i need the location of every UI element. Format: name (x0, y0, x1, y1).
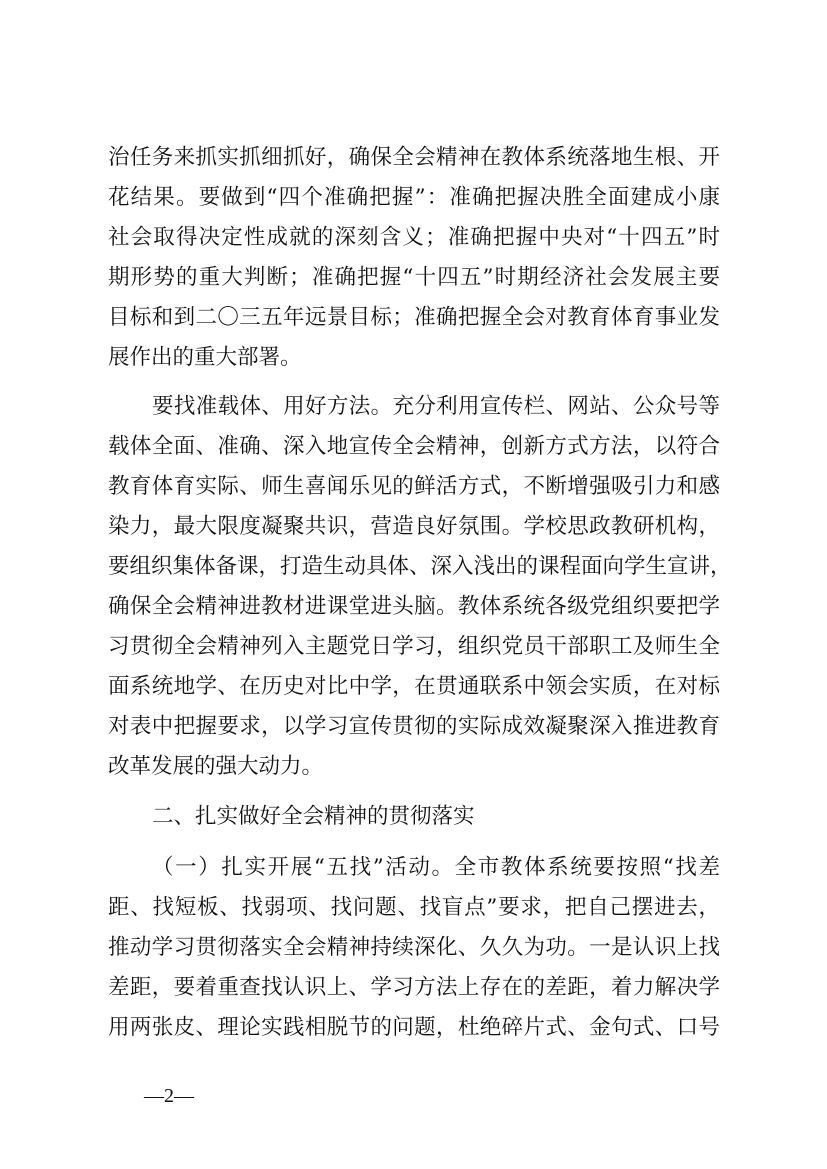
paragraph-line: 改革发展的强大动力。 (108, 754, 324, 779)
paragraph-line: （一）扎实开展“五找”活动。全市教体系统要按照“找差 (152, 855, 720, 880)
paragraph-line: 染力，最大限度凝聚共识，营造良好氛围。学校思政教研机构， (108, 514, 720, 539)
page-number: —2— (144, 1085, 194, 1107)
paragraph-line: 用两张皮、理论实践相脱节的问题，杜绝碎片式、金句式、口号 (108, 1015, 720, 1040)
paragraph-line: 确保全会精神进教材进课堂进头脑。教体系统各级党组织要把学 (108, 594, 720, 619)
paragraph-line: 要组织集体备课，打造生动具体、深入浅出的课程面向学生宣讲， (108, 554, 732, 579)
paragraph-line: 期形势的重大判断；准确把握“十四五”时期经济社会发展主要 (108, 265, 720, 290)
paragraph-line: 距、找短板、找弱项、找问题、找盲点”要求，把自己摆进去， (108, 895, 720, 920)
paragraph-line: 对表中把握要求，以学习宣传贯彻的实际成效凝聚深入推进教育 (108, 714, 720, 739)
paragraph-line: 习贯彻全会精神列入主题党日学习，组织党员干部职工及师生全 (108, 634, 720, 659)
paragraph-line: 差距，要着重查找认识上、学习方法上存在的差距，着力解决学 (108, 975, 720, 1000)
paragraph-line: 推动学习贯彻落实全会精神持续深化、久久为功。一是认识上找 (108, 935, 720, 960)
paragraph-line: 花结果。要做到“四个准确把握”：准确把握决胜全面建成小康 (108, 185, 720, 210)
paragraph-line: 要找准载体、用好方法。充分利用宣传栏、网站、公众号等 (152, 394, 720, 419)
paragraph-line: 社会取得决定性成就的深刻含义；准确把握中央对“十四五”时 (108, 225, 720, 250)
paragraph-line: 展作出的重大部署。 (108, 345, 302, 370)
paragraph-line: 载体全面、准确、深入地宣传全会精神，创新方式方法，以符合 (108, 434, 720, 459)
paragraph-line: 治任务来抓实抓细抓好，确保全会精神在教体系统落地生根、开 (108, 145, 720, 170)
paragraph-line: 面系统地学、在历史对比中学，在贯通联系中领会实质，在对标 (108, 674, 720, 699)
paragraph-line: 教育体育实际、师生喜闻乐见的鲜活方式，不断增强吸引力和感 (108, 474, 720, 499)
paragraph-line: 目标和到二〇三五年远景目标；准确把握全会对教育体育事业发 (108, 305, 720, 330)
section-heading: 二、扎实做好全会精神的贯彻落实 (152, 804, 475, 829)
